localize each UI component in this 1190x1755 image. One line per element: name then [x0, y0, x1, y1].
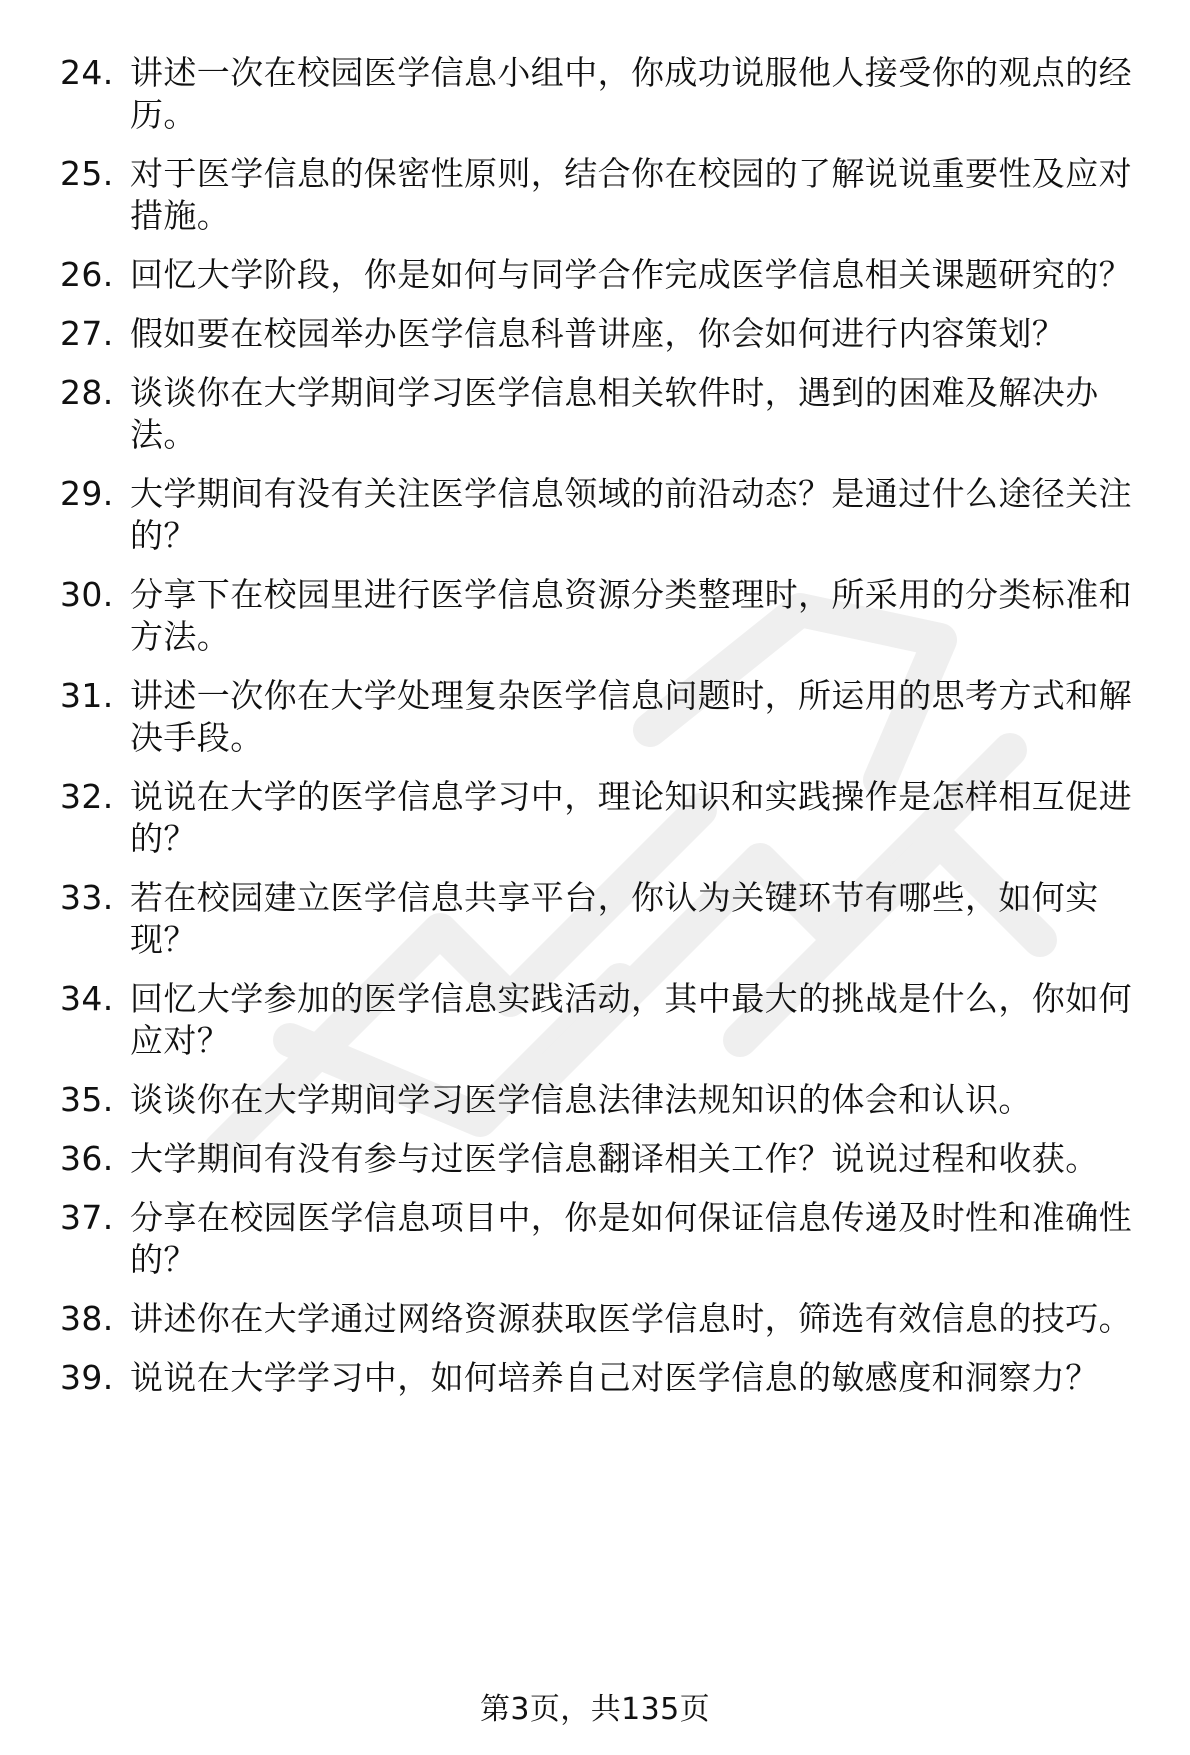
question-item — [60, 978, 1150, 1062]
question-number: 38. — [60, 1299, 114, 1338]
page-footer: 第3页，共135页 — [480, 1692, 710, 1727]
question-item — [60, 52, 1150, 136]
question-number: 30. — [60, 575, 114, 614]
question-number: 27. — [60, 314, 114, 353]
question-number: 26. — [60, 255, 114, 294]
question-item — [60, 153, 1150, 237]
question-number: 34. — [60, 979, 114, 1018]
question-number: 24. — [60, 53, 114, 92]
question-item — [60, 574, 1150, 658]
question-item — [60, 1298, 1150, 1340]
question-item — [60, 776, 1150, 860]
question-item — [60, 1357, 1150, 1399]
question-text: 谈谈你在大学期间学习医学信息相关软件时，遇到的困难及解决办法。 — [130, 373, 1099, 454]
question-item — [60, 1138, 1150, 1180]
question-text: 说说在大学学习中，如何培养自己对医学信息的敏感度和洞察力？ — [130, 1358, 1099, 1397]
question-number: 28. — [60, 373, 114, 412]
question-list — [60, 52, 1150, 1416]
question-item — [60, 1197, 1150, 1281]
question-number: 37. — [60, 1198, 114, 1237]
question-text: 若在校园建立医学信息共享平台，你认为关键环节有哪些，如何实现？ — [130, 878, 1099, 959]
question-number: 32. — [60, 777, 114, 816]
question-text: 讲述一次在校园医学信息小组中，你成功说服他人接受你的观点的经历。 — [130, 53, 1132, 134]
question-text: 假如要在校园举办医学信息科普讲座，你会如何进行内容策划？ — [130, 314, 1066, 353]
question-item — [60, 675, 1150, 759]
question-text: 回忆大学参加的医学信息实践活动，其中最大的挑战是什么，你如何应对？ — [130, 979, 1132, 1060]
question-text: 大学期间有没有参与过医学信息翻译相关工作？说说过程和收获。 — [130, 1139, 1099, 1178]
question-number: 31. — [60, 676, 114, 715]
question-number: 25. — [60, 154, 114, 193]
question-text: 分享下在校园里进行医学信息资源分类整理时，所采用的分类标准和方法。 — [130, 575, 1132, 656]
question-item — [60, 313, 1150, 355]
question-number: 36. — [60, 1139, 114, 1178]
question-item — [60, 372, 1150, 456]
question-text: 讲述一次你在大学处理复杂医学信息问题时，所运用的思考方式和解决手段。 — [130, 676, 1132, 757]
question-text: 大学期间有没有关注医学信息领域的前沿动态？是通过什么途径关注的？ — [130, 474, 1132, 555]
question-item — [60, 254, 1150, 296]
question-number: 39. — [60, 1358, 114, 1397]
question-item — [60, 877, 1150, 961]
question-text: 对于医学信息的保密性原则，结合你在校园的了解说说重要性及应对措施。 — [130, 154, 1132, 235]
question-text: 分享在校园医学信息项目中，你是如何保证信息传递及时性和准确性的？ — [130, 1198, 1132, 1279]
question-item — [60, 473, 1150, 557]
question-item — [60, 1079, 1150, 1121]
question-number: 29. — [60, 474, 114, 513]
question-number: 35. — [60, 1080, 114, 1119]
question-text: 谈谈你在大学期间学习医学信息法律法规知识的体会和认识。 — [130, 1080, 1032, 1119]
question-text: 说说在大学的医学信息学习中，理论知识和实践操作是怎样相互促进的？ — [130, 777, 1132, 858]
question-text: 回忆大学阶段，你是如何与同学合作完成医学信息相关课题研究的？ — [130, 255, 1132, 294]
question-number: 33. — [60, 878, 114, 917]
question-text: 讲述你在大学通过网络资源获取医学信息时，筛选有效信息的技巧。 — [130, 1299, 1132, 1338]
